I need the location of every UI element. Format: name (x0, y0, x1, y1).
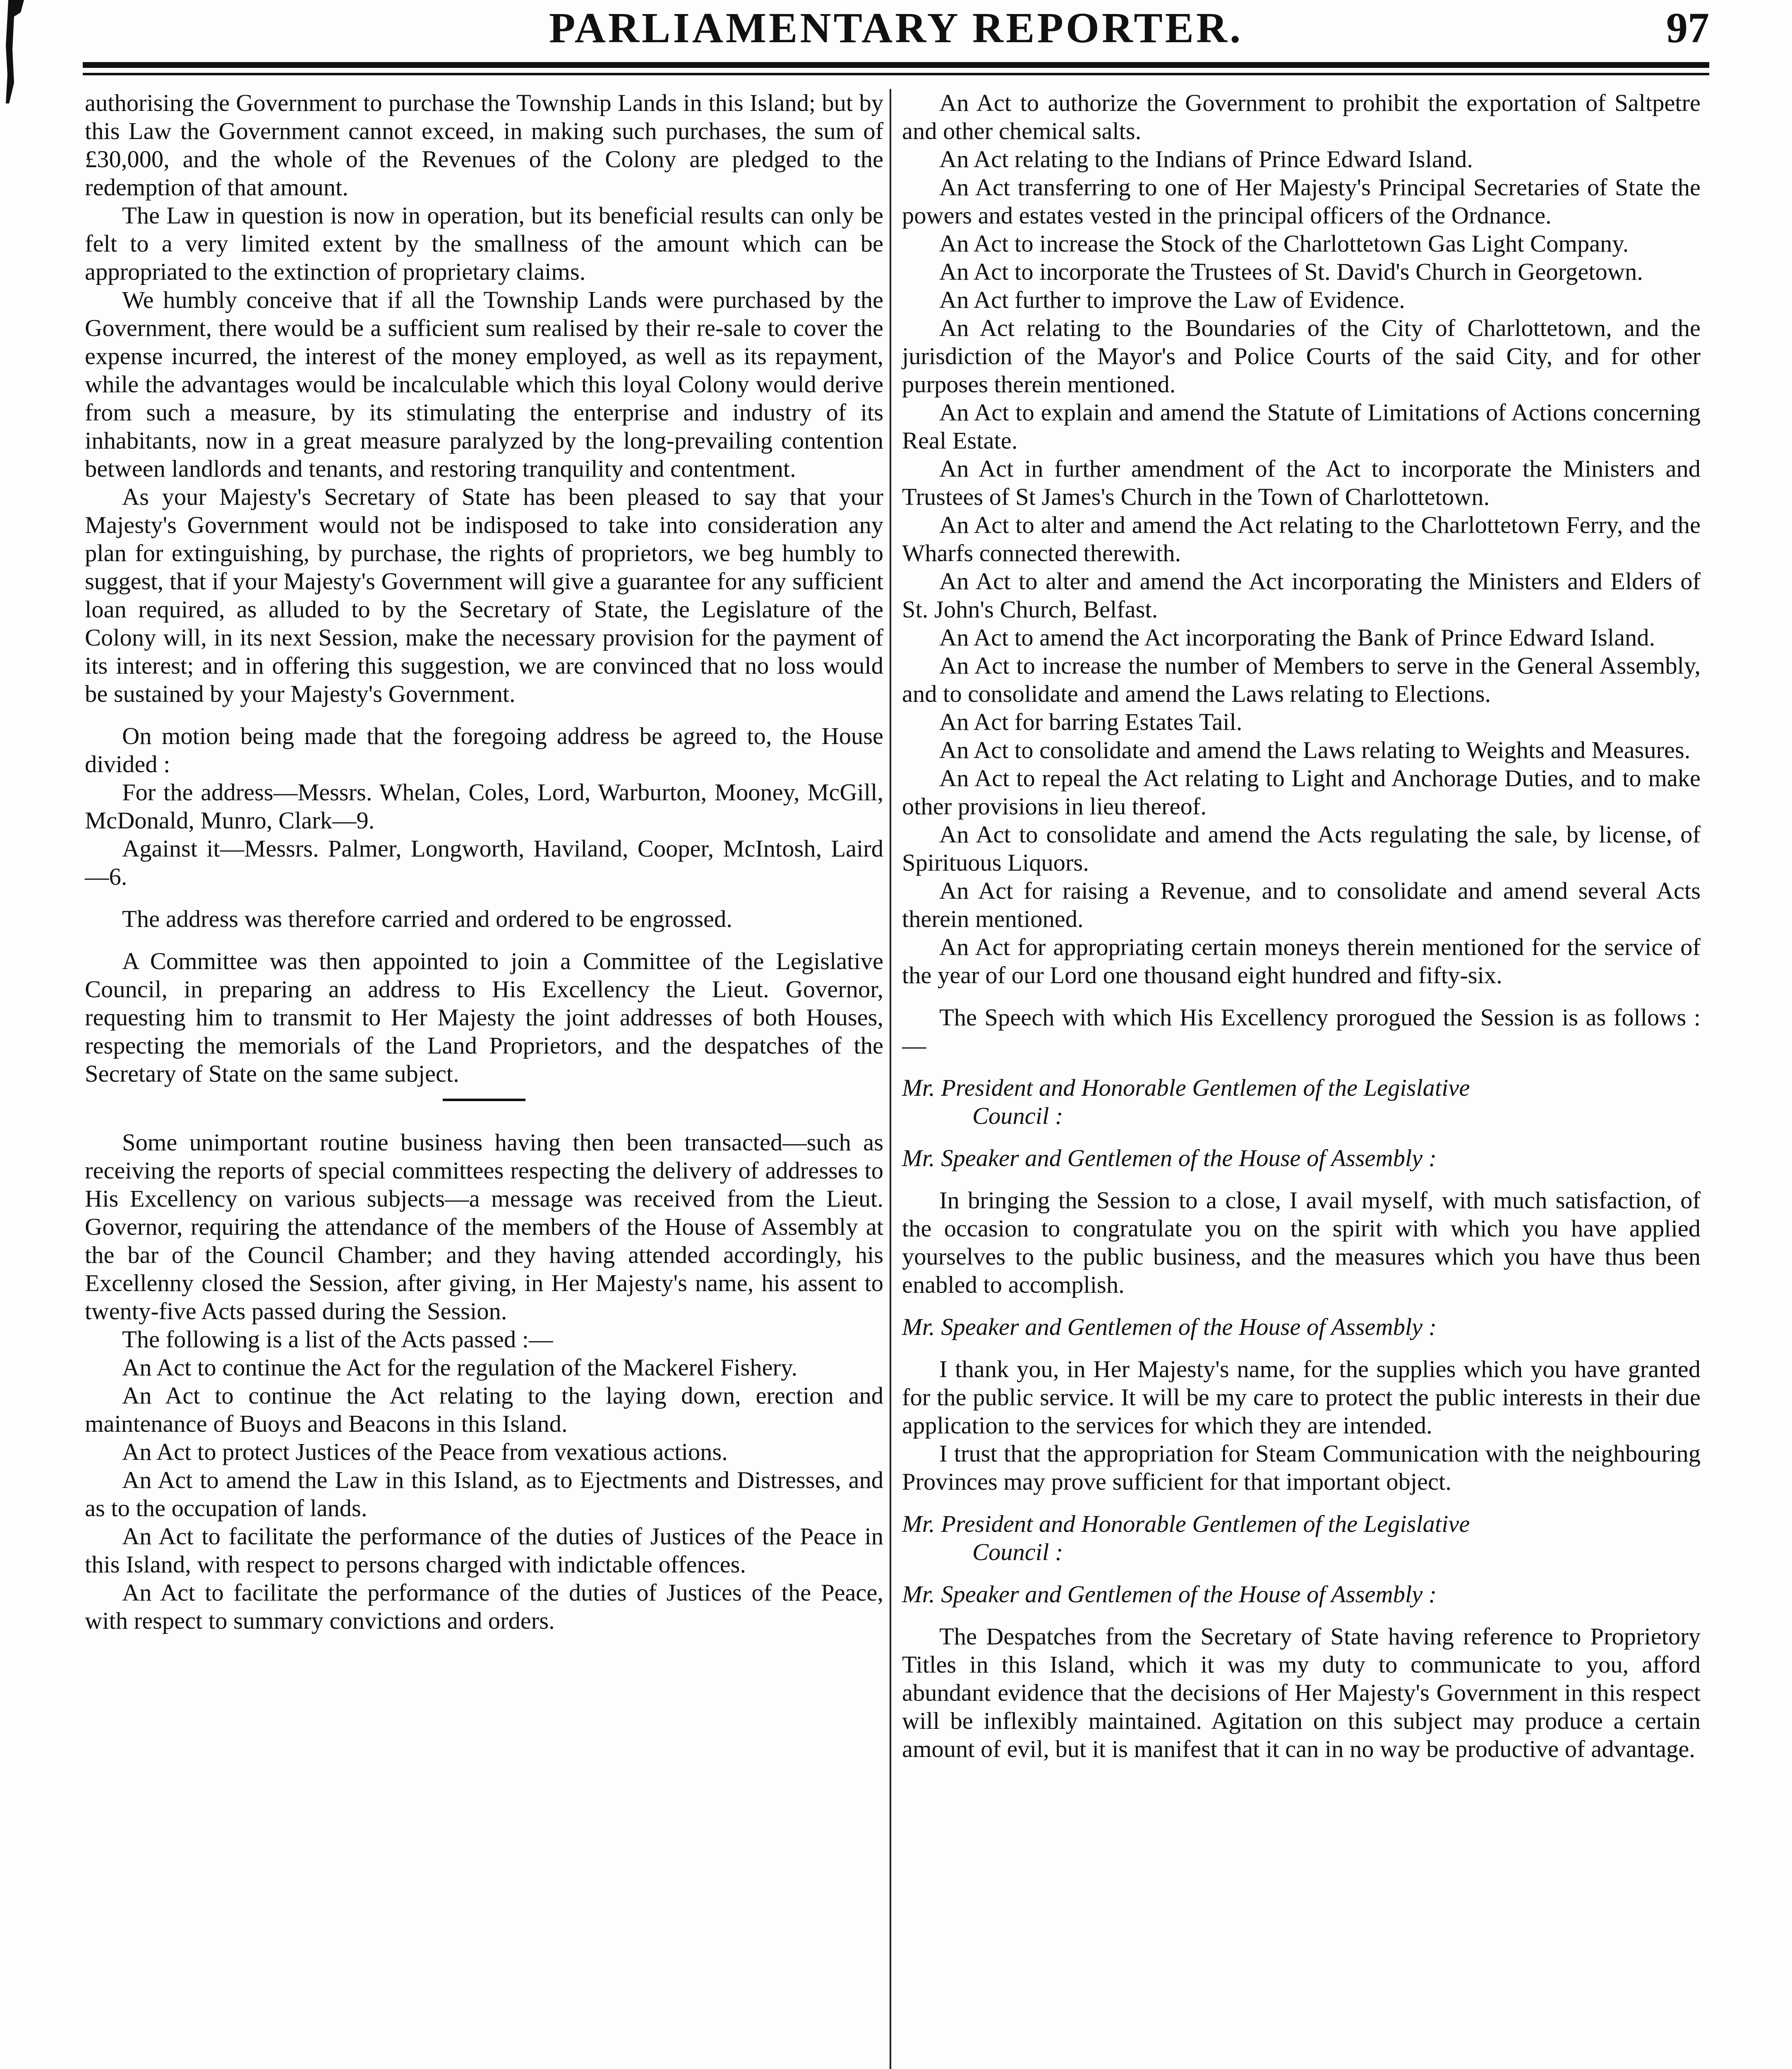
article-paragraph: We humbly conceive that if all the Township Lands were purchased by the Government, there would be a sufficient sum realised by their re-sale to cover the expense incurred, the interest of the money employed, as well as its repayment, while the advantages would be incalculable which this loyal Colony would derive from such a measure, by its stimulating the enterprise and industry of its inhabitants, now in a great measure paralyzed by the long-prevailing contention between landlords and tenants, and restoring tranquility and contentment. (85, 286, 883, 482)
vote-against: Against it—Messrs. Palmer, Longworth, Haviland, Cooper, McIntosh, Laird—6. (85, 835, 883, 890)
speech-paragraph: In bringing the Session to a close, I avail myself, with much satisfaction, of the occasion to congratulate you on the spirit with which you have applied yourselves to the public business, and the measures which you have thus been enabled to accomplish. (902, 1187, 1701, 1298)
article-paragraph: The Law in question is now in operation, but its beneficial results can only be felt to a very limited extent by the smallness of the amount which can be appropriated to the extinction of proprietary claims. (85, 202, 883, 285)
act-item: An Act to amend the Act incorporating the Bank of Prince Edward Island. (939, 624, 1655, 651)
margin-ink-mark (0, 0, 29, 108)
act-item: An Act to consolidate and amend the Acts regulating the sale, by license, of Spirituous Liquors. (902, 821, 1701, 876)
act-item: An Act to facilitate the performance of the duties of Justices of the Peace, with respect to summary convictions and orders. (85, 1579, 883, 1634)
motion-paragraph: On motion being made that the foregoing address be agreed to, the House divided : (85, 722, 883, 778)
speech-intro: The Speech with which His Excellency prorogued the Session is as follows :— (902, 1004, 1701, 1059)
act-item: An Act to explain and amend the Statute of Limitations of Actions concerning Real Estate. (902, 399, 1701, 454)
article-paragraph: The address was therefore carried and ordered to be engrossed. (122, 905, 732, 932)
act-item: An Act to protect Justices of the Peace from vexatious actions. (122, 1438, 728, 1465)
act-item: An Act relating to the Indians of Prince Edward Island. (939, 146, 1473, 173)
salutation-assembly: Mr. Speaker and Gentlemen of the House of Assembly : (902, 1581, 1437, 1608)
header-rule-thin (83, 73, 1709, 75)
speech-paragraph: I trust that the appropriation for Steam Communication with the neighbouring Provinces may prove sufficient for that important object. (902, 1440, 1701, 1495)
salutation-council-cont: Council : (972, 1102, 1063, 1129)
act-item: An Act to facilitate the performance of the duties of Justices of the Peace in this Island, with respect to persons charged with indictable offences. (85, 1523, 883, 1578)
header-rule-thick (83, 62, 1709, 68)
column-divider (890, 89, 891, 2069)
salutation-council-cont: Council : (972, 1539, 1063, 1565)
vote-for: For the address—Messrs. Whelan, Coles, Lord, Warburton, Mooney, McGill, McDonald, Munro, Clark—9. (85, 779, 883, 834)
act-item: An Act to continue the Act relating to the laying down, erection and maintenance of Buoys and Beacons in this Island. (85, 1382, 883, 1437)
act-item: An Act relating to the Boundaries of the City of Charlottetown, and the jurisdiction of the Mayor's and Police Courts of the said City, and for other purposes therein mentioned. (902, 314, 1701, 398)
speech-paragraph: The Despatches from the Secretary of State having reference to Proprietory Titles in this Island, which it was my duty to communicate to you, afford abundant evidence that the decisions of Her Majesty's Government in this respect will be inflexibly maintained. Agitation on this subject may produce a certain amount of evil, but it is manifest that it can in no way be productive of advantage. (902, 1623, 1701, 1762)
right-column (902, 89, 1701, 1763)
left-column (85, 89, 883, 1635)
act-item: An Act for appropriating certain moneys therein mentioned for the service of the year of our Lord one thousand eight hundred and fifty-six. (902, 934, 1701, 989)
masthead (83, 0, 1709, 83)
act-item: An Act for raising a Revenue, and to consolidate and amend several Acts therein mentioned. (902, 877, 1701, 932)
act-item: An Act transferring to one of Her Majesty's Principal Secretaries of State the powers and estates vested in the principal officers of the Ordnance. (902, 174, 1701, 229)
salutation-council: Mr. President and Honorable Gentlemen of the Legislative (902, 1510, 1470, 1537)
salutation-council: Mr. President and Honorable Gentlemen of the Legislative (902, 1074, 1470, 1101)
article-paragraph: A Committee was then appointed to join a Committee of the Legislative Council, in preparing an address to His Excellency the Lieut. Governor, requesting him to transmit to Her Majesty the joint addresses of both Houses, respecting the memorials of the Land Proprietors, and the despatches of the Secretary of State on the same subject. (85, 948, 883, 1087)
act-item: An Act to alter and amend the Act relating to the Charlottetown Ferry, and the Wharfs connected therewith. (902, 511, 1701, 566)
act-item: An Act further to improve the Law of Evidence. (939, 286, 1405, 313)
act-item: An Act for barring Estates Tail. (939, 708, 1243, 735)
act-item: An Act to alter and amend the Act incorporating the Ministers and Elders of St. John's Church, Belfast. (902, 568, 1701, 623)
act-item: An Act in further amendment of the Act to incorporate the Ministers and Trustees of St James's Church in the Town of Charlottetown. (902, 455, 1701, 510)
act-item: An Act to consolidate and amend the Laws relating to Weights and Measures. (939, 737, 1691, 763)
act-item: An Act to authorize the Government to prohibit the exportation of Saltpetre and other chemical salts. (902, 89, 1701, 144)
publication-title: PARLIAMENTARY REPORTER. (549, 4, 1243, 52)
act-item: An Act to repeal the Act relating to Light and Anchorage Duties, and to make other provisions in lieu thereof. (902, 765, 1701, 820)
article-paragraph: Some unimportant routine business having then been transacted—such as receiving the reports of special committees respecting the delivery of addresses to His Excellency on various subjects—a message was received from the Lieut. Governor, requiring the attendance of the members of the House of Assembly at the bar of the Council Chamber; and they having attended accordingly, his Excellenny closed the Session, after giving, in Her Majesty's name, his assent to twenty-five Acts passed during the Session. (85, 1129, 883, 1325)
article-paragraph: As your Majesty's Secretary of State has been pleased to say that your Majesty's Government would not be indisposed to take into consideration any plan for extinguishing, by purchase, the rights of proprietors, we beg humbly to suggest, that if your Majesty's Government will give a guarantee for any sufficient loan required, as alluded to by the Secretary of State, the Legislature of the Colony will, in its next Session, make the necessary provision for the payment of its interest; and in offering this suggestion, we are convinced that no loss would be sustained by your Majesty's Government. (85, 483, 883, 707)
salutation-assembly: Mr. Speaker and Gentlemen of the House of Assembly : (902, 1313, 1437, 1340)
act-item: An Act to increase the Stock of the Charlottetown Gas Light Company. (939, 230, 1629, 257)
speech-paragraph: I thank you, in Her Majesty's name, for the supplies which you have granted for the public service. It will be my care to protect the public interests in their due application to the services for which they are intended. (902, 1356, 1701, 1439)
act-item: An Act to incorporate the Trustees of St. David's Church in Georgetown. (939, 258, 1643, 285)
act-item: An Act to increase the number of Members to serve in the General Assembly, and to consolidate and amend the Laws relating to Elections. (902, 652, 1701, 707)
act-item: An Act to amend the Law in this Island, as to Ejectments and Distresses, and as to the occupation of lands. (85, 1467, 883, 1522)
article-paragraph: authorising the Government to purchase the Township Lands in this Island; but by this Law the Government cannot exceed, in making such purchases, the sum of £30,000, and the whole of the Revenues of the Colony are pledged to the redemption of that amount. (85, 89, 883, 201)
salutation-assembly: Mr. Speaker and Gentlemen of the House of Assembly : (902, 1145, 1437, 1171)
acts-list-intro: The following is a list of the Acts passed :— (122, 1326, 553, 1353)
page-number: 97 (1666, 4, 1709, 52)
section-separator (85, 1099, 883, 1128)
act-item: An Act to continue the Act for the regulation of the Mackerel Fishery. (122, 1354, 798, 1381)
